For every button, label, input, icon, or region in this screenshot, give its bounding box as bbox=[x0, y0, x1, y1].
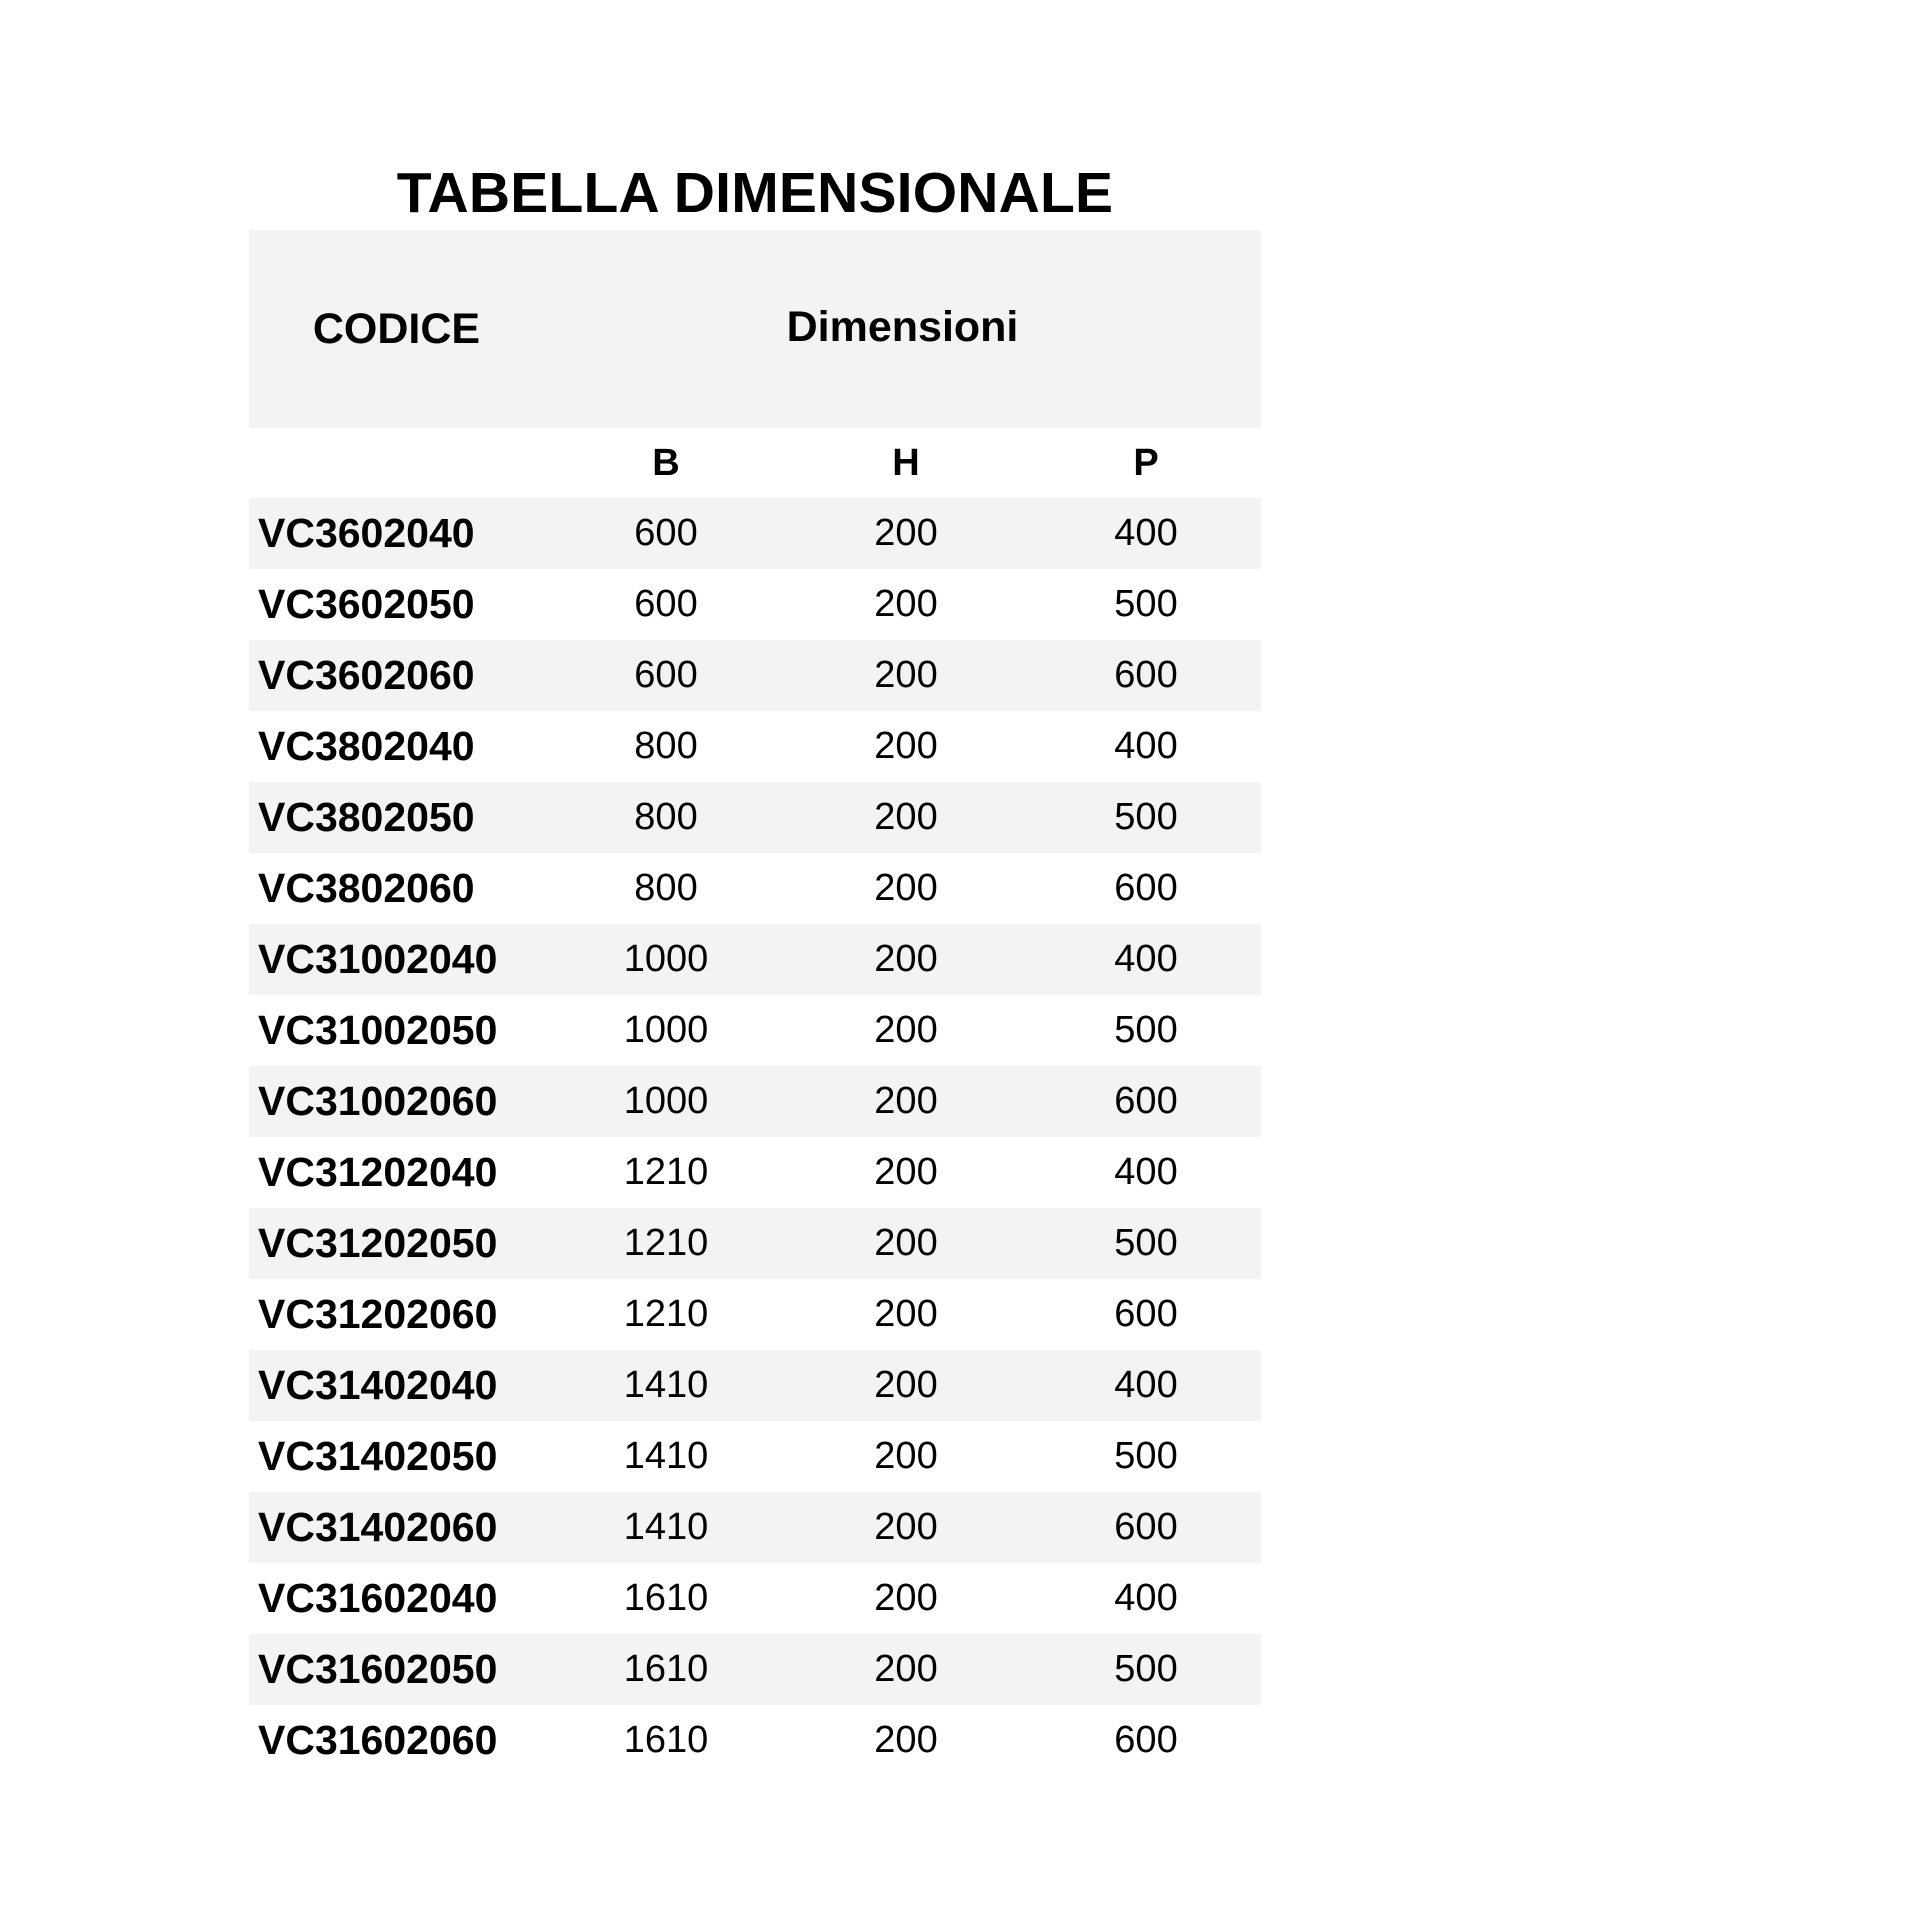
cell-h: 200 bbox=[874, 1435, 938, 1477]
table-row bbox=[249, 995, 1261, 1066]
cell-b: 600 bbox=[634, 654, 698, 696]
cell-h: 200 bbox=[874, 654, 938, 696]
table-row bbox=[249, 640, 1261, 711]
cell-h: 200 bbox=[874, 1577, 938, 1619]
cell-codice: VC3802050 bbox=[258, 794, 475, 840]
cell-p: 500 bbox=[1114, 1222, 1178, 1264]
table-row bbox=[249, 1634, 1261, 1705]
cell-codice: VC31202050 bbox=[258, 1220, 498, 1266]
cell-codice: VC31002060 bbox=[258, 1078, 498, 1124]
cell-p: 400 bbox=[1114, 725, 1178, 767]
cell-p: 600 bbox=[1114, 1080, 1178, 1122]
table-row bbox=[249, 1421, 1261, 1492]
table-row bbox=[249, 569, 1261, 640]
header-codice: CODICE bbox=[312, 305, 481, 353]
cell-p: 600 bbox=[1114, 1719, 1178, 1761]
cell-h: 200 bbox=[874, 1648, 938, 1690]
subheader-h: H bbox=[892, 442, 920, 484]
table-row bbox=[249, 1279, 1261, 1350]
table-row bbox=[249, 853, 1261, 924]
table-subheader bbox=[249, 428, 1261, 498]
cell-b: 800 bbox=[634, 725, 698, 767]
cell-codice: VC3602050 bbox=[258, 581, 475, 627]
cell-b: 600 bbox=[634, 512, 698, 554]
cell-codice: VC31202060 bbox=[258, 1291, 498, 1337]
cell-codice: VC31002040 bbox=[258, 936, 498, 982]
table-row bbox=[249, 1705, 1261, 1776]
cell-b: 1610 bbox=[623, 1648, 709, 1690]
cell-p: 600 bbox=[1114, 867, 1178, 909]
table-row bbox=[249, 498, 1261, 569]
table-row bbox=[249, 924, 1261, 995]
cell-b: 1410 bbox=[623, 1364, 709, 1406]
cell-h: 200 bbox=[874, 1293, 938, 1335]
cell-h: 200 bbox=[874, 1506, 938, 1548]
table-row bbox=[249, 782, 1261, 853]
cell-b: 800 bbox=[634, 867, 698, 909]
cell-codice: VC31602060 bbox=[258, 1717, 498, 1763]
cell-codice: VC31402060 bbox=[258, 1504, 498, 1550]
cell-h: 200 bbox=[874, 1080, 938, 1122]
cell-h: 200 bbox=[874, 1719, 938, 1761]
cell-h: 200 bbox=[874, 1364, 938, 1406]
cell-p: 500 bbox=[1114, 1435, 1178, 1477]
cell-p: 600 bbox=[1114, 1293, 1178, 1335]
cell-codice: VC3802040 bbox=[258, 723, 475, 769]
cell-p: 400 bbox=[1114, 512, 1178, 554]
table-row bbox=[249, 1137, 1261, 1208]
cell-codice: VC3602040 bbox=[258, 510, 475, 556]
cell-h: 200 bbox=[874, 583, 938, 625]
cell-codice: VC31402040 bbox=[258, 1362, 498, 1408]
cell-h: 200 bbox=[874, 1009, 938, 1051]
cell-h: 200 bbox=[874, 1151, 938, 1193]
cell-p: 400 bbox=[1114, 1364, 1178, 1406]
cell-p: 500 bbox=[1114, 796, 1178, 838]
cell-h: 200 bbox=[874, 796, 938, 838]
cell-codice: VC31202040 bbox=[258, 1149, 498, 1195]
cell-p: 400 bbox=[1114, 1577, 1178, 1619]
table-row bbox=[249, 1563, 1261, 1634]
cell-b: 1610 bbox=[623, 1577, 709, 1619]
table-row bbox=[249, 1066, 1261, 1137]
table-row bbox=[249, 1208, 1261, 1279]
cell-p: 500 bbox=[1114, 1648, 1178, 1690]
cell-h: 200 bbox=[874, 512, 938, 554]
header-dimensioni: Dimensioni bbox=[786, 303, 1019, 351]
cell-b: 1210 bbox=[623, 1151, 709, 1193]
table-row bbox=[249, 1492, 1261, 1563]
cell-p: 600 bbox=[1114, 654, 1178, 696]
cell-b: 600 bbox=[634, 583, 698, 625]
cell-codice: VC31602050 bbox=[258, 1646, 498, 1692]
cell-b: 1000 bbox=[623, 1080, 709, 1122]
cell-codice: VC31002050 bbox=[258, 1007, 498, 1053]
cell-b: 1210 bbox=[623, 1222, 709, 1264]
table-row bbox=[249, 711, 1261, 782]
cell-codice: VC31402050 bbox=[258, 1433, 498, 1479]
cell-h: 200 bbox=[874, 867, 938, 909]
table-header bbox=[249, 230, 1261, 428]
cell-b: 1210 bbox=[623, 1293, 709, 1335]
cell-h: 200 bbox=[874, 1222, 938, 1264]
cell-codice: VC31602040 bbox=[258, 1575, 498, 1621]
table-row bbox=[249, 1350, 1261, 1421]
cell-h: 200 bbox=[874, 725, 938, 767]
cell-p: 400 bbox=[1114, 1151, 1178, 1193]
cell-p: 600 bbox=[1114, 1506, 1178, 1548]
document-title: TABELLA DIMENSIONALE bbox=[396, 161, 1114, 225]
cell-b: 1610 bbox=[623, 1719, 709, 1761]
cell-codice: VC3602060 bbox=[258, 652, 475, 698]
cell-h: 200 bbox=[874, 938, 938, 980]
cell-p: 500 bbox=[1114, 1009, 1178, 1051]
cell-b: 1410 bbox=[623, 1506, 709, 1548]
cell-p: 500 bbox=[1114, 583, 1178, 625]
cell-b: 1410 bbox=[623, 1435, 709, 1477]
subheader-b: B bbox=[652, 442, 680, 484]
cell-b: 800 bbox=[634, 796, 698, 838]
subheader-p: P bbox=[1133, 442, 1159, 484]
table-body bbox=[249, 498, 1261, 1776]
cell-b: 1000 bbox=[623, 1009, 709, 1051]
cell-b: 1000 bbox=[623, 938, 709, 980]
cell-codice: VC3802060 bbox=[258, 865, 475, 911]
cell-p: 400 bbox=[1114, 938, 1178, 980]
